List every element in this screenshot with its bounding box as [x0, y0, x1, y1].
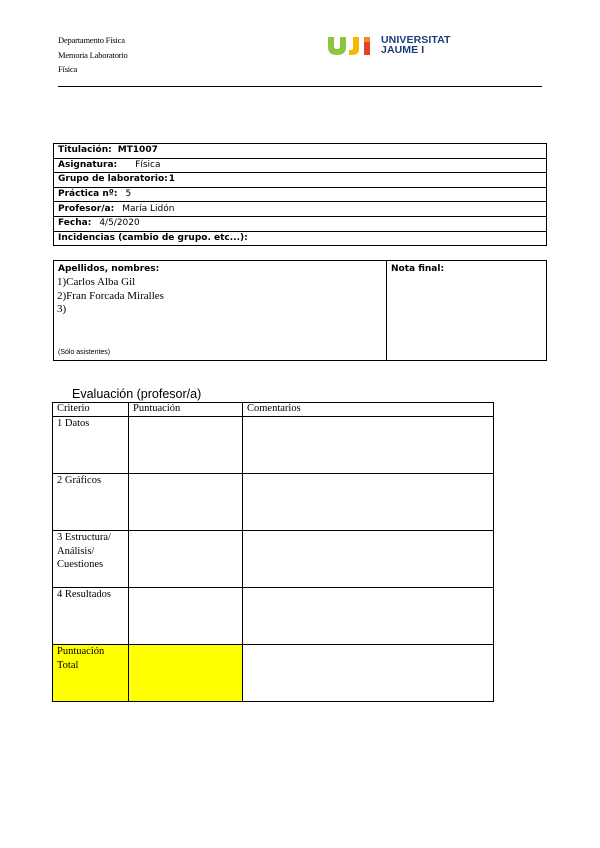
criterion-datos: 1 Datos [53, 417, 129, 474]
students-note: (Sólo asistentes) [58, 349, 111, 356]
header-comentarios: Comentarios [243, 403, 494, 417]
table-row [53, 588, 494, 645]
table-row [53, 474, 494, 531]
table-row-total [53, 645, 494, 702]
student-entry-2: 2)Fran Forcada Miralles [57, 289, 164, 302]
student-entry-1: 1)Carlos Alba Gil [57, 276, 136, 288]
evaluation-title: Evaluación (profesor/a) [72, 387, 202, 401]
table-row [53, 417, 494, 474]
header-report-type: Memoria Laboratorio [58, 49, 128, 60]
header-subject: Física [58, 64, 78, 74]
final-grade-title: Nota final: [391, 264, 445, 274]
students-box [53, 260, 547, 361]
criterion-estructura: 3 Estructura/ Análisis/ Cuestiones [53, 531, 129, 588]
info-row-titulacion: Titulación: MT1007 [54, 144, 547, 159]
table-row [53, 531, 494, 588]
header-divider [58, 86, 542, 87]
students-divider [386, 261, 387, 360]
header-department-block [58, 33, 128, 77]
info-row-profesor: Profesor/a: María Lidón [54, 202, 547, 217]
info-row-grupo: Grupo de laboratorio:1 [54, 173, 547, 188]
logo-j-mark [349, 37, 359, 55]
university-name: UNIVERSITAT JAUME I [381, 34, 451, 56]
header-criterio: Criterio [53, 403, 129, 417]
info-row-fecha: Fecha: 4/5/2020 [54, 216, 547, 231]
score-cell[interactable] [129, 417, 243, 474]
logo-u-mark [328, 37, 346, 55]
students-list [57, 276, 164, 317]
comment-cell[interactable] [243, 588, 494, 645]
header-puntuacion: Puntuación [129, 403, 243, 417]
criterion-resultados: 4 Resultados [53, 588, 129, 645]
student-entry-3: 3) [57, 303, 67, 315]
score-cell[interactable] [129, 474, 243, 531]
comment-cell[interactable] [243, 417, 494, 474]
criterion-graficos: 2 Gráficos [53, 474, 129, 531]
info-row-asignatura: Asignatura: Física [54, 158, 547, 173]
comment-cell[interactable] [243, 645, 494, 702]
comment-cell[interactable] [243, 474, 494, 531]
score-cell[interactable] [129, 531, 243, 588]
info-row-practica: Práctica nº: 5 [54, 187, 547, 202]
info-row-incidencias: Incidencias (cambio de grupo. etc...): [54, 231, 547, 246]
total-score-cell[interactable] [129, 645, 243, 702]
evaluation-table [52, 402, 494, 702]
evaluation-header-row [53, 403, 494, 417]
info-table [53, 143, 547, 246]
students-title: Apellidos, nombres: [58, 264, 160, 274]
criterion-total: Puntuación Total [53, 645, 129, 702]
header-department: Departamento Física [58, 35, 125, 45]
score-cell[interactable] [129, 588, 243, 645]
comment-cell[interactable] [243, 531, 494, 588]
